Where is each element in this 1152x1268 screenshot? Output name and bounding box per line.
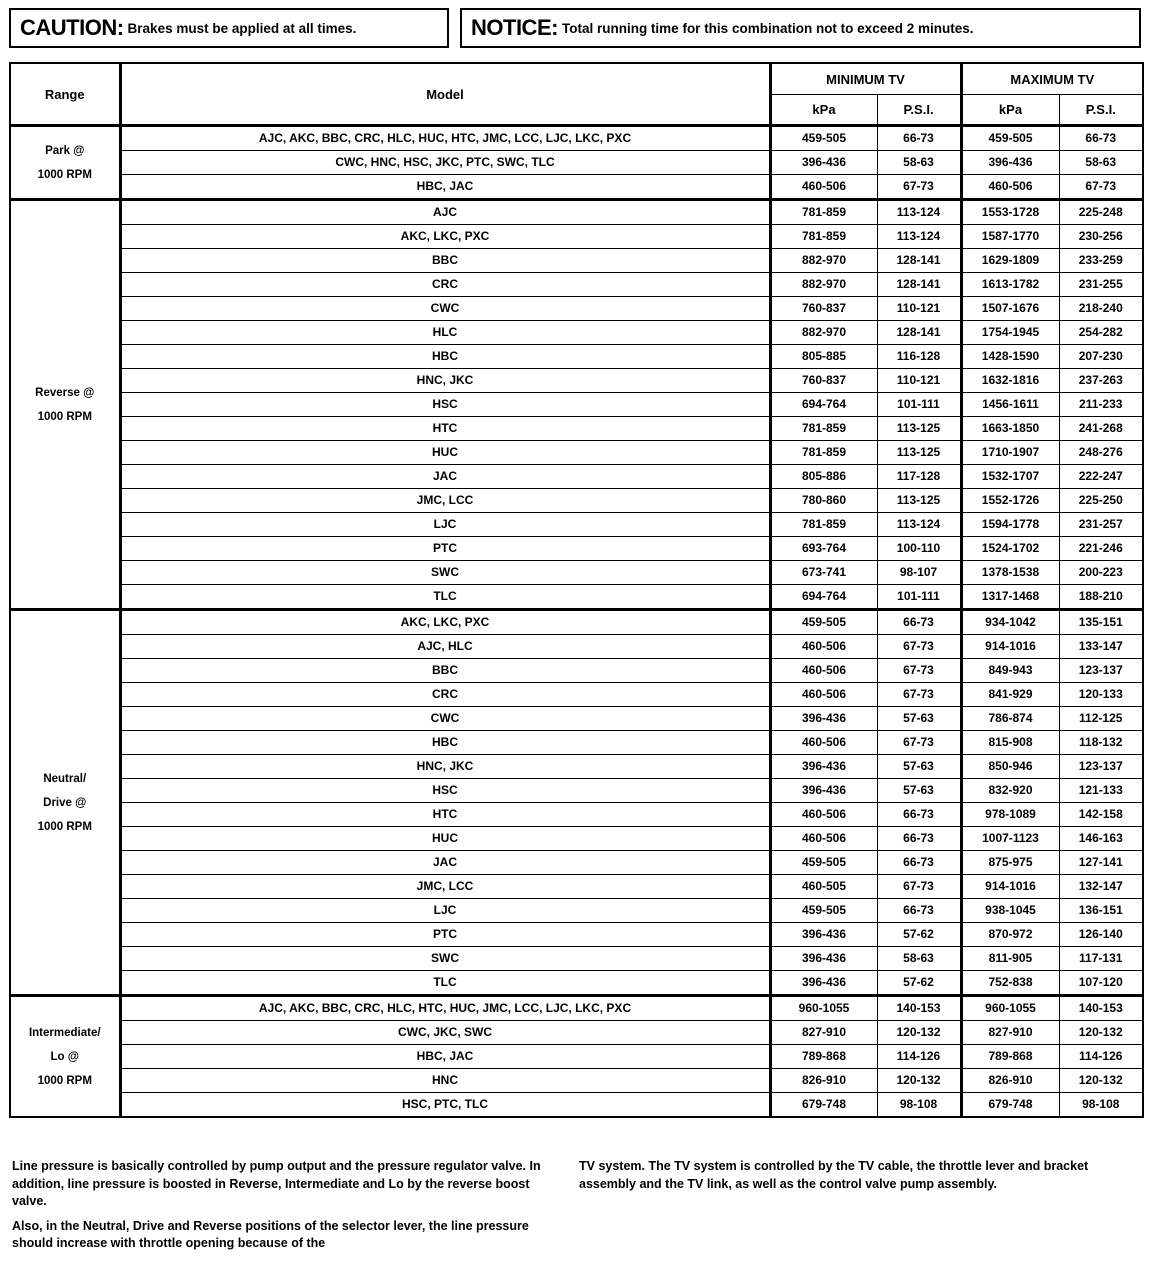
min-psi-cell: 66-73	[877, 851, 961, 875]
max-kpa-cell: 826-910	[961, 1069, 1059, 1093]
model-cell: AKC, LKC, PXC	[120, 610, 770, 635]
model-cell: HBC, JAC	[120, 1045, 770, 1069]
table-row	[10, 249, 1143, 273]
line-pressure-table	[9, 62, 1144, 1118]
maximum-tv-header: MAXIMUM TV	[961, 63, 1143, 95]
max-psi-cell: 237-263	[1059, 369, 1143, 393]
range-cell	[10, 200, 120, 610]
table-row	[10, 345, 1143, 369]
range-label-line: 1000 RPM	[37, 410, 92, 423]
model-cell: HBC	[120, 345, 770, 369]
table-row	[10, 465, 1143, 489]
min-kpa-cell: 882-970	[770, 321, 877, 345]
caution-box	[9, 8, 449, 48]
min-psi-cell: 67-73	[877, 875, 961, 899]
model-cell: AJC, AKC, BBC, CRC, HLC, HUC, HTC, JMC, LCC, LJC, LKC, PXC	[120, 126, 770, 151]
table-row	[10, 1093, 1143, 1118]
max-psi-cell: 188-210	[1059, 585, 1143, 610]
min-kpa-cell: 396-436	[770, 923, 877, 947]
min-psi-cell: 113-124	[877, 513, 961, 537]
max-kpa-cell: 875-975	[961, 851, 1059, 875]
model-cell: HSC	[120, 779, 770, 803]
min-psi-cell: 140-153	[877, 996, 961, 1021]
table-row	[10, 369, 1143, 393]
max-kpa-cell: 1007-1123	[961, 827, 1059, 851]
min-psi-cell: 67-73	[877, 683, 961, 707]
max-psi-cell: 58-63	[1059, 151, 1143, 175]
table-row	[10, 297, 1143, 321]
max-kpa-cell: 1532-1707	[961, 465, 1059, 489]
min-psi-cell: 57-62	[877, 923, 961, 947]
model-cell: CWC	[120, 707, 770, 731]
min-psi-cell: 57-63	[877, 707, 961, 731]
min-kpa-cell: 789-868	[770, 1045, 877, 1069]
model-cell: HSC	[120, 393, 770, 417]
min-kpa-cell: 396-436	[770, 971, 877, 996]
model-cell: HNC, JKC	[120, 369, 770, 393]
table-row	[10, 947, 1143, 971]
max-psi-cell: 146-163	[1059, 827, 1143, 851]
table-row	[10, 851, 1143, 875]
min-kpa-header: kPa	[770, 95, 877, 126]
range-label-line: 1000 RPM	[37, 820, 92, 833]
range-label-line: Lo @	[50, 1050, 79, 1063]
model-cell: SWC	[120, 561, 770, 585]
min-kpa-cell: 781-859	[770, 225, 877, 249]
max-psi-cell: 230-256	[1059, 225, 1143, 249]
max-psi-cell: 117-131	[1059, 947, 1143, 971]
model-cell: HBC	[120, 731, 770, 755]
min-kpa-cell: 459-505	[770, 126, 877, 151]
model-cell: TLC	[120, 585, 770, 610]
max-psi-cell: 114-126	[1059, 1045, 1143, 1069]
range-label-line: Park @	[45, 144, 85, 157]
max-psi-cell: 248-276	[1059, 441, 1143, 465]
min-psi-cell: 128-141	[877, 273, 961, 297]
min-psi-cell: 128-141	[877, 321, 961, 345]
min-kpa-cell: 396-436	[770, 947, 877, 971]
min-kpa-cell: 460-506	[770, 659, 877, 683]
min-kpa-cell: 460-506	[770, 683, 877, 707]
max-psi-cell: 132-147	[1059, 875, 1143, 899]
max-psi-cell: 107-120	[1059, 971, 1143, 996]
min-psi-cell: 113-124	[877, 200, 961, 225]
max-kpa-cell: 752-838	[961, 971, 1059, 996]
range-cell	[10, 996, 120, 1118]
max-kpa-cell: 1553-1728	[961, 200, 1059, 225]
range-label-line: Intermediate/	[28, 1026, 101, 1039]
min-kpa-cell: 781-859	[770, 441, 877, 465]
model-cell: HTC	[120, 803, 770, 827]
min-psi-cell: 113-125	[877, 441, 961, 465]
max-psi-cell: 200-223	[1059, 561, 1143, 585]
max-psi-cell: 66-73	[1059, 126, 1143, 151]
max-kpa-cell: 1587-1770	[961, 225, 1059, 249]
table-row	[10, 1045, 1143, 1069]
model-cell: AKC, LKC, PXC	[120, 225, 770, 249]
table-row	[10, 561, 1143, 585]
min-psi-cell: 67-73	[877, 635, 961, 659]
max-psi-cell: 112-125	[1059, 707, 1143, 731]
model-cell: JAC	[120, 851, 770, 875]
model-cell: CWC	[120, 297, 770, 321]
table-row	[10, 393, 1143, 417]
max-kpa-cell: 811-905	[961, 947, 1059, 971]
model-cell: LJC	[120, 899, 770, 923]
table-row	[10, 200, 1143, 225]
max-kpa-cell: 1613-1782	[961, 273, 1059, 297]
table-row	[10, 441, 1143, 465]
max-kpa-cell: 1754-1945	[961, 321, 1059, 345]
table-row	[10, 659, 1143, 683]
min-psi-cell: 58-63	[877, 151, 961, 175]
min-kpa-cell: 459-505	[770, 899, 877, 923]
min-kpa-cell: 679-748	[770, 1093, 877, 1118]
table-row	[10, 489, 1143, 513]
max-psi-cell: 123-137	[1059, 755, 1143, 779]
model-cell: LJC	[120, 513, 770, 537]
min-kpa-cell: 826-910	[770, 1069, 877, 1093]
min-psi-cell: 58-63	[877, 947, 961, 971]
model-cell: BBC	[120, 249, 770, 273]
model-header: Model	[120, 63, 770, 126]
table-row	[10, 151, 1143, 175]
min-psi-cell: 57-63	[877, 755, 961, 779]
model-cell: HNC	[120, 1069, 770, 1093]
min-kpa-cell: 780-860	[770, 489, 877, 513]
min-kpa-cell: 396-436	[770, 151, 877, 175]
min-kpa-cell: 460-506	[770, 731, 877, 755]
min-kpa-cell: 827-910	[770, 1021, 877, 1045]
minimum-tv-header: MINIMUM TV	[770, 63, 961, 95]
max-psi-cell: 221-246	[1059, 537, 1143, 561]
max-kpa-cell: 396-436	[961, 151, 1059, 175]
model-cell: JMC, LCC	[120, 875, 770, 899]
table-row	[10, 175, 1143, 200]
min-kpa-cell: 805-885	[770, 345, 877, 369]
max-kpa-cell: 459-505	[961, 126, 1059, 151]
max-psi-cell: 241-268	[1059, 417, 1143, 441]
range-label-line: 1000 RPM	[37, 168, 92, 181]
max-psi-cell: 120-133	[1059, 683, 1143, 707]
min-kpa-cell: 694-764	[770, 585, 877, 610]
max-kpa-cell: 832-920	[961, 779, 1059, 803]
min-psi-cell: 101-111	[877, 393, 961, 417]
min-psi-cell: 117-128	[877, 465, 961, 489]
range-header: Range	[10, 63, 120, 126]
min-kpa-cell: 760-837	[770, 369, 877, 393]
max-kpa-cell: 938-1045	[961, 899, 1059, 923]
table-row	[10, 899, 1143, 923]
model-cell: AJC	[120, 200, 770, 225]
min-psi-cell: 66-73	[877, 610, 961, 635]
min-psi-cell: 67-73	[877, 731, 961, 755]
min-kpa-cell: 459-505	[770, 851, 877, 875]
max-kpa-cell: 850-946	[961, 755, 1059, 779]
min-psi-cell: 66-73	[877, 899, 961, 923]
max-psi-cell: 135-151	[1059, 610, 1143, 635]
min-kpa-cell: 693-764	[770, 537, 877, 561]
table-row	[10, 1069, 1143, 1093]
min-kpa-cell: 396-436	[770, 707, 877, 731]
table-row	[10, 321, 1143, 345]
table-row	[10, 875, 1143, 899]
min-psi-cell: 110-121	[877, 297, 961, 321]
max-psi-cell: 123-137	[1059, 659, 1143, 683]
max-psi-cell: 126-140	[1059, 923, 1143, 947]
min-kpa-cell: 459-505	[770, 610, 877, 635]
max-psi-cell: 231-257	[1059, 513, 1143, 537]
min-psi-cell: 114-126	[877, 1045, 961, 1069]
max-psi-cell: 254-282	[1059, 321, 1143, 345]
max-psi-cell: 120-132	[1059, 1021, 1143, 1045]
max-psi-cell: 207-230	[1059, 345, 1143, 369]
max-kpa-header: kPa	[961, 95, 1059, 126]
table-row	[10, 971, 1143, 996]
max-psi-cell: 218-240	[1059, 297, 1143, 321]
max-psi-cell: 231-255	[1059, 273, 1143, 297]
table-row	[10, 1021, 1143, 1045]
max-psi-cell: 222-247	[1059, 465, 1143, 489]
max-kpa-cell: 841-929	[961, 683, 1059, 707]
table-row	[10, 126, 1143, 151]
min-kpa-cell: 882-970	[770, 249, 877, 273]
max-kpa-cell: 1594-1778	[961, 513, 1059, 537]
max-kpa-cell: 1629-1809	[961, 249, 1059, 273]
min-psi-cell: 67-73	[877, 175, 961, 200]
model-cell: PTC	[120, 537, 770, 561]
max-kpa-cell: 870-972	[961, 923, 1059, 947]
model-cell: HUC	[120, 827, 770, 851]
min-psi-cell: 66-73	[877, 803, 961, 827]
max-psi-cell: 233-259	[1059, 249, 1143, 273]
max-kpa-cell: 827-910	[961, 1021, 1059, 1045]
model-cell: HLC	[120, 321, 770, 345]
model-cell: HSC, PTC, TLC	[120, 1093, 770, 1118]
model-cell: HNC, JKC	[120, 755, 770, 779]
model-cell: SWC	[120, 947, 770, 971]
model-cell: JAC	[120, 465, 770, 489]
min-kpa-cell: 781-859	[770, 417, 877, 441]
model-cell: AJC, AKC, BBC, CRC, HLC, HTC, HUC, JMC, LCC, LJC, LKC, PXC	[120, 996, 770, 1021]
max-psi-cell: 121-133	[1059, 779, 1143, 803]
footnote-right-column	[579, 1158, 1139, 1200]
max-kpa-cell: 914-1016	[961, 875, 1059, 899]
table-row	[10, 585, 1143, 610]
min-kpa-cell: 396-436	[770, 779, 877, 803]
min-psi-cell: 113-124	[877, 225, 961, 249]
model-cell: BBC	[120, 659, 770, 683]
notice-text: Total running time for this combination not to exceed 2 minutes.	[561, 20, 974, 36]
min-kpa-cell: 694-764	[770, 393, 877, 417]
max-kpa-cell: 1507-1676	[961, 297, 1059, 321]
min-psi-cell: 113-125	[877, 489, 961, 513]
table-row	[10, 731, 1143, 755]
range-label-line: 1000 RPM	[37, 1074, 92, 1087]
table-row	[10, 996, 1143, 1021]
max-psi-header: P.S.I.	[1059, 95, 1143, 126]
max-psi-cell: 118-132	[1059, 731, 1143, 755]
max-psi-cell: 225-250	[1059, 489, 1143, 513]
min-psi-cell: 66-73	[877, 126, 961, 151]
caution-text: Brakes must be applied at all times.	[127, 20, 357, 36]
max-kpa-cell: 1710-1907	[961, 441, 1059, 465]
min-psi-cell: 57-63	[877, 779, 961, 803]
min-kpa-cell: 460-506	[770, 635, 877, 659]
max-psi-cell: 67-73	[1059, 175, 1143, 200]
max-psi-cell: 136-151	[1059, 899, 1143, 923]
model-cell: JMC, LCC	[120, 489, 770, 513]
max-kpa-cell: 460-506	[961, 175, 1059, 200]
min-kpa-cell: 960-1055	[770, 996, 877, 1021]
min-kpa-cell: 781-859	[770, 200, 877, 225]
model-cell: HUC	[120, 441, 770, 465]
min-psi-header: P.S.I.	[877, 95, 961, 126]
min-kpa-cell: 760-837	[770, 297, 877, 321]
min-kpa-cell: 396-436	[770, 755, 877, 779]
max-psi-cell: 140-153	[1059, 996, 1143, 1021]
min-kpa-cell: 460-506	[770, 803, 877, 827]
model-cell: AJC, HLC	[120, 635, 770, 659]
table-row	[10, 225, 1143, 249]
range-label-line: Reverse @	[35, 386, 95, 399]
max-psi-cell: 142-158	[1059, 803, 1143, 827]
model-cell: HTC	[120, 417, 770, 441]
caution-title: CAUTION:	[20, 15, 124, 40]
table-row	[10, 707, 1143, 731]
table-row	[10, 827, 1143, 851]
min-psi-cell: 113-125	[877, 417, 961, 441]
min-kpa-cell: 673-741	[770, 561, 877, 585]
max-psi-cell: 133-147	[1059, 635, 1143, 659]
table-row	[10, 755, 1143, 779]
model-cell: TLC	[120, 971, 770, 996]
max-kpa-cell: 914-1016	[961, 635, 1059, 659]
min-kpa-cell: 460-506	[770, 175, 877, 200]
min-psi-cell: 57-62	[877, 971, 961, 996]
range-label-line: Drive @	[43, 796, 87, 809]
min-psi-cell: 128-141	[877, 249, 961, 273]
min-psi-cell: 98-107	[877, 561, 961, 585]
max-kpa-cell: 849-943	[961, 659, 1059, 683]
min-psi-cell: 98-108	[877, 1093, 961, 1118]
max-kpa-cell: 1428-1590	[961, 345, 1059, 369]
table-row	[10, 683, 1143, 707]
model-cell: PTC	[120, 923, 770, 947]
max-kpa-cell: 1552-1726	[961, 489, 1059, 513]
table-row	[10, 779, 1143, 803]
min-kpa-cell: 882-970	[770, 273, 877, 297]
max-kpa-cell: 978-1089	[961, 803, 1059, 827]
min-psi-cell: 110-121	[877, 369, 961, 393]
footnote-paragraph: Also, in the Neutral, Drive and Reverse positions of the selector lever, the line pressure should increase with throttle opening because of the	[12, 1218, 529, 1250]
max-psi-cell: 225-248	[1059, 200, 1143, 225]
max-kpa-cell: 960-1055	[961, 996, 1059, 1021]
min-psi-cell: 101-111	[877, 585, 961, 610]
max-psi-cell: 98-108	[1059, 1093, 1143, 1118]
footnote-paragraph: TV system. The TV system is controlled by the TV cable, the throttle lever and bracket assembly and the TV link, as well as the control valve pump assembly.	[579, 1159, 1089, 1191]
model-cell: CWC, HNC, HSC, JKC, PTC, SWC, TLC	[120, 151, 770, 175]
table-row	[10, 803, 1143, 827]
table-row	[10, 635, 1143, 659]
min-psi-cell: 67-73	[877, 659, 961, 683]
model-cell: HBC, JAC	[120, 175, 770, 200]
table-row	[10, 923, 1143, 947]
table-row	[10, 417, 1143, 441]
max-psi-cell: 127-141	[1059, 851, 1143, 875]
min-kpa-cell: 460-506	[770, 827, 877, 851]
range-label-line: Neutral/	[43, 772, 87, 785]
notice-box	[460, 8, 1141, 48]
max-kpa-cell: 679-748	[961, 1093, 1059, 1118]
max-psi-cell: 120-132	[1059, 1069, 1143, 1093]
max-kpa-cell: 1456-1611	[961, 393, 1059, 417]
min-psi-cell: 116-128	[877, 345, 961, 369]
min-psi-cell: 100-110	[877, 537, 961, 561]
max-kpa-cell: 1632-1816	[961, 369, 1059, 393]
model-cell: CRC	[120, 273, 770, 297]
min-kpa-cell: 460-505	[770, 875, 877, 899]
table-row	[10, 610, 1143, 635]
min-psi-cell: 120-132	[877, 1069, 961, 1093]
min-kpa-cell: 805-886	[770, 465, 877, 489]
range-cell	[10, 126, 120, 200]
max-kpa-cell: 789-868	[961, 1045, 1059, 1069]
model-cell: CWC, JKC, SWC	[120, 1021, 770, 1045]
model-cell: CRC	[120, 683, 770, 707]
table-body	[10, 126, 1143, 1118]
footnote-paragraph: Line pressure is basically controlled by pump output and the pressure regulator valve. In addition, line pressure is boosted in Reverse, Intermediate and Lo by the reverse boost valve.	[12, 1159, 541, 1208]
max-kpa-cell: 815-908	[961, 731, 1059, 755]
max-kpa-cell: 1317-1468	[961, 585, 1059, 610]
min-kpa-cell: 781-859	[770, 513, 877, 537]
range-cell	[10, 610, 120, 996]
max-kpa-cell: 934-1042	[961, 610, 1059, 635]
min-psi-cell: 120-132	[877, 1021, 961, 1045]
max-psi-cell: 211-233	[1059, 393, 1143, 417]
table-row	[10, 513, 1143, 537]
notice-title: NOTICE:	[471, 15, 558, 40]
notice-bar	[9, 8, 1141, 50]
footnote-left-column	[12, 1158, 547, 1260]
max-kpa-cell: 786-874	[961, 707, 1059, 731]
max-kpa-cell: 1378-1538	[961, 561, 1059, 585]
table-row	[10, 537, 1143, 561]
max-kpa-cell: 1524-1702	[961, 537, 1059, 561]
min-psi-cell: 66-73	[877, 827, 961, 851]
table-row	[10, 273, 1143, 297]
max-kpa-cell: 1663-1850	[961, 417, 1059, 441]
